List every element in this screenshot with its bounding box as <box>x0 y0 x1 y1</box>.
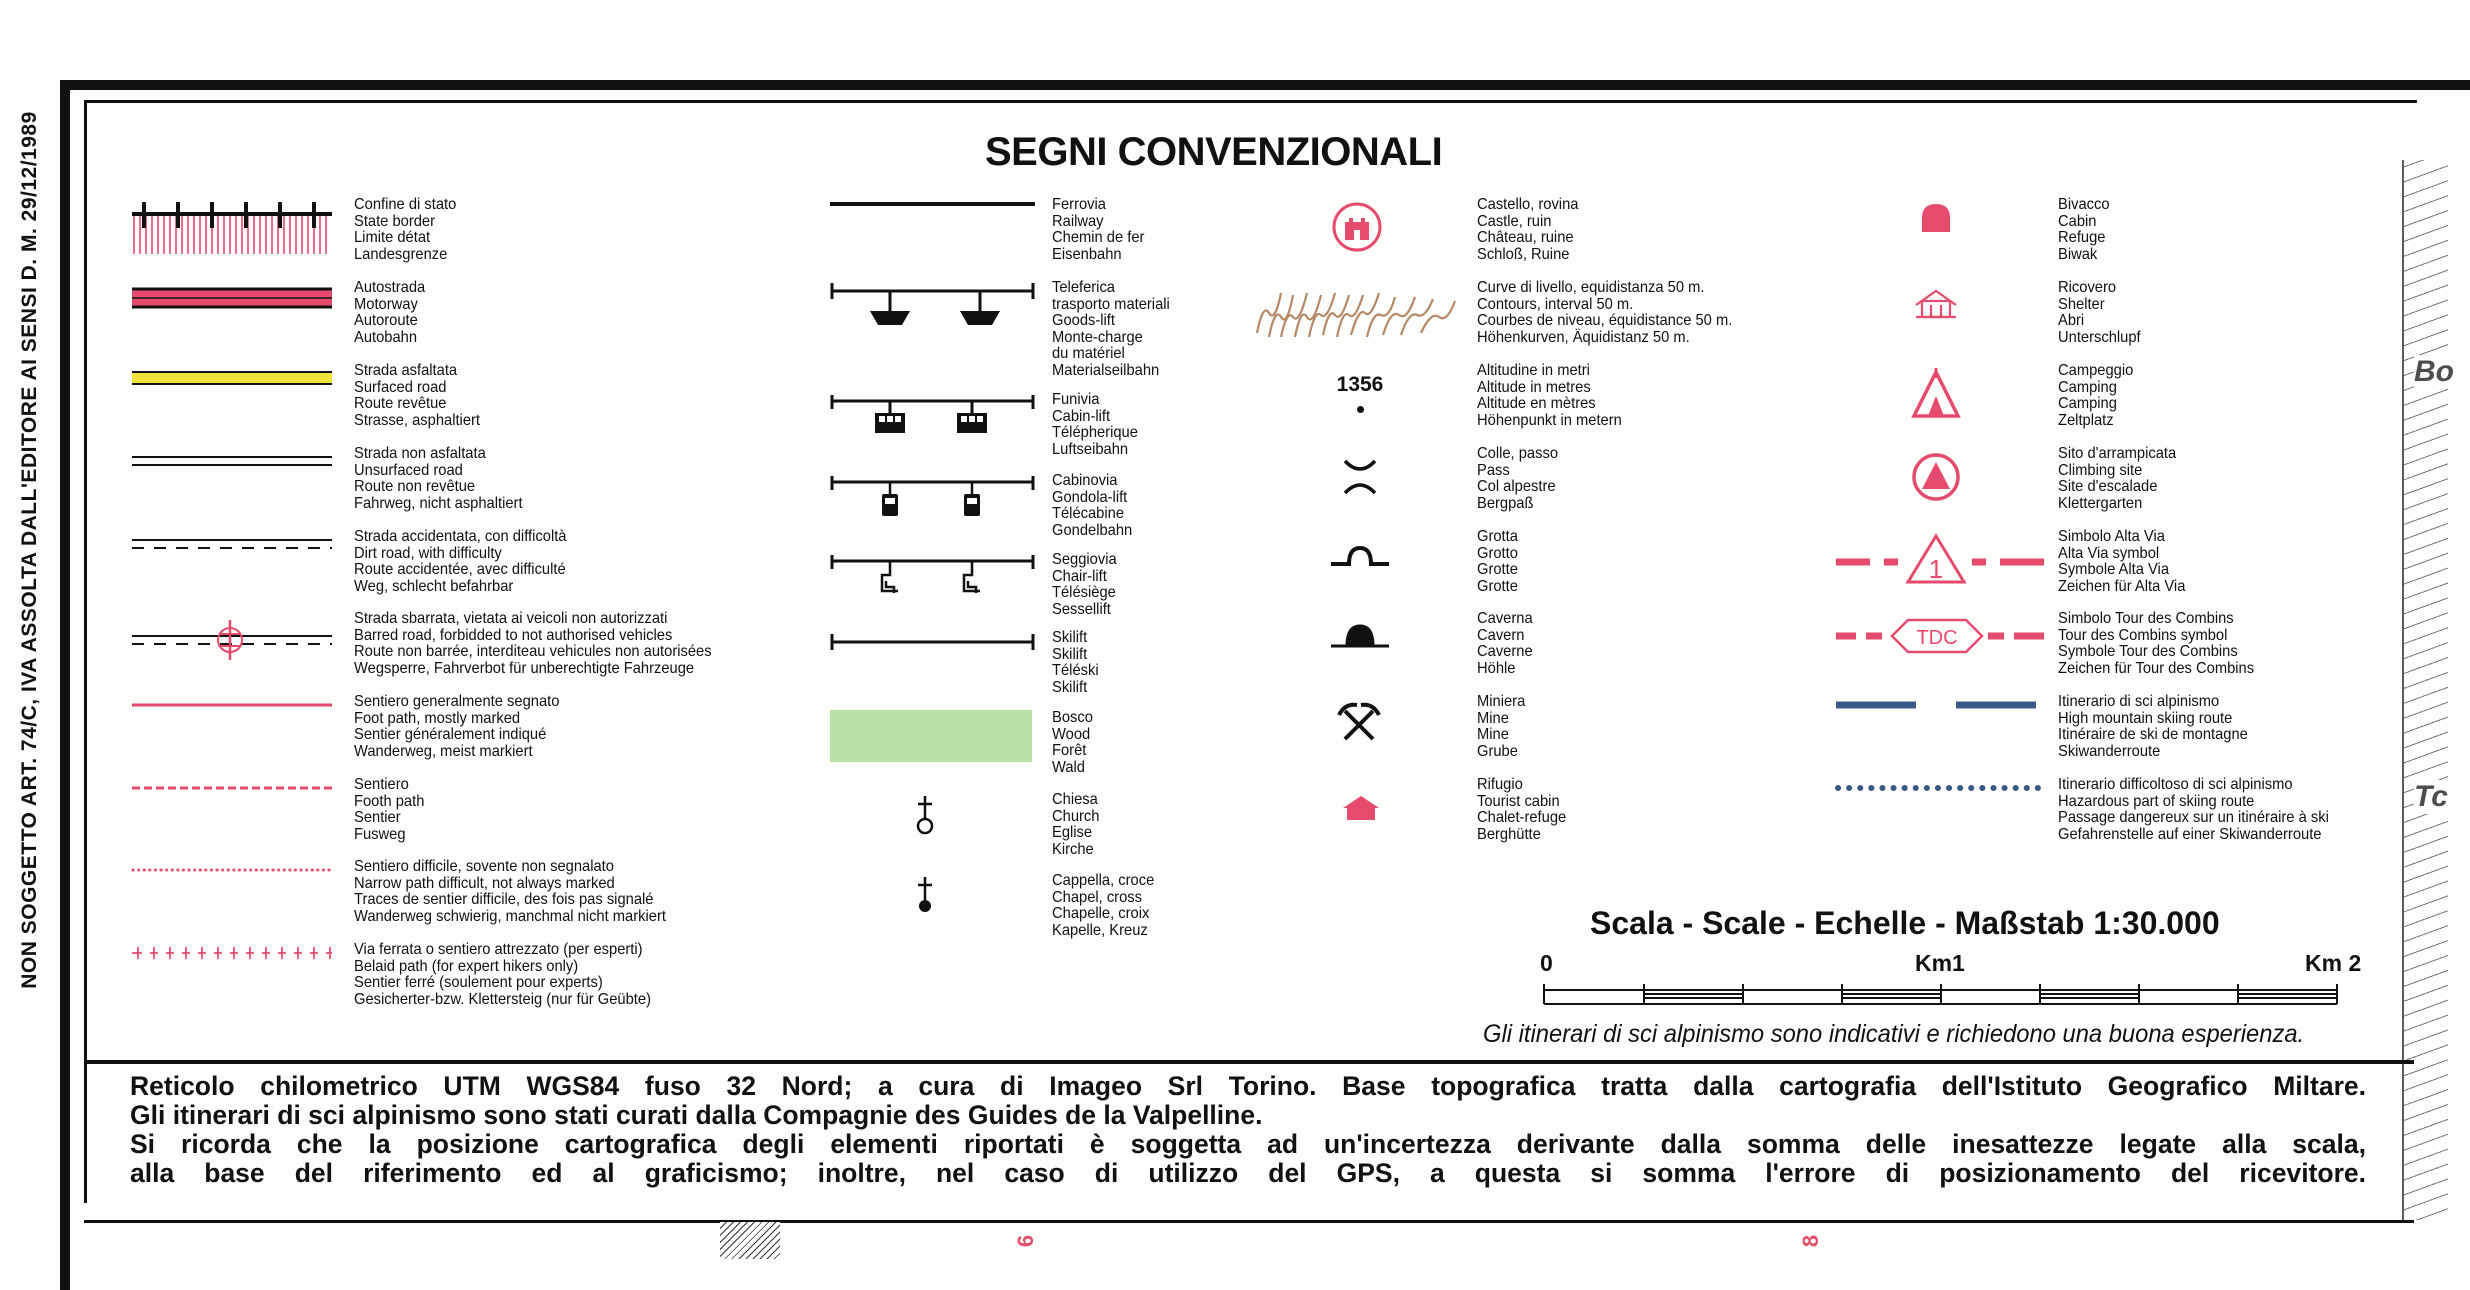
legend-text: Cabinovia Gondola-lift Télécabine Gondelbahn <box>1052 472 1133 539</box>
copyright-side-note: NON SOGGETTO ART. 74/C, IVA ASSOLTA DALL'EDITORE AI SENSI D. M. 29/12/1989 <box>18 111 41 989</box>
goods-lift-icon <box>830 283 1035 343</box>
tdc-label: TDC <box>1916 627 1958 649</box>
foot-path-marked-icon <box>132 697 332 717</box>
shelter-icon <box>1836 287 2046 323</box>
legend-text: Itinerario difficoltoso di sci alpinismo Hazardous part of skiing route Passage dangereux sur un itinéraire à ski Gefahrenstelle auf einer Skiwanderroute <box>2058 776 2329 843</box>
alta-via-symbol-icon <box>1836 532 2046 588</box>
legend-text: Castello, rovina Castle, ruin Château, ruine Schloß, Ruine <box>1477 196 1579 263</box>
legend-text: Caverna Cavern Caverne Höhle <box>1477 610 1533 677</box>
scale-title: Scala - Scale - Echelle - Maßstab 1:30.000 <box>1590 905 2220 941</box>
castle-icon <box>1330 200 1384 254</box>
scale-label-km1: Km1 <box>1915 950 1965 976</box>
legend-text: Simbolo Tour des Combins Tour des Combins symbol Symbole Tour des Combins Zeichen für Tour des Combins <box>2058 610 2255 677</box>
legend-text: Strada non asfaltata Unsurfaced road Route non revêtue Fahrweg, nicht asphaltiert <box>354 445 523 512</box>
legend-text: Skilift Skilift Téléski Skilift <box>1052 629 1099 696</box>
legend-text: Sentiero difficile, sovente non segnalato Narrow path difficult, not always marked Traces de sentier difficile, des fois pas signalé Wanderweg schwierig, manchmal nicht markiert <box>354 858 666 925</box>
map-bottom-fragment <box>720 1222 2420 1259</box>
skilift-icon <box>830 633 1035 651</box>
motorway-icon <box>132 283 332 313</box>
map-grid-number: 8 <box>1798 1234 1824 1248</box>
scale-label-km2: Km 2 <box>2305 950 2362 976</box>
map-label-fragment: Bo <box>2414 355 2454 388</box>
spot-height-dot-icon <box>1357 406 1364 413</box>
legend-text: Simbolo Alta Via Alta Via symbol Symbole Alta Via Zeichen für Alta Via <box>2058 528 2186 595</box>
climbing-site-icon <box>1836 449 2046 505</box>
tdc-symbol-icon <box>1836 614 2046 658</box>
scale-bar <box>1543 980 2363 1008</box>
legend-text: Sentiero Footh path Sentier Fusweg <box>354 776 425 843</box>
footer-line: alla base del riferimento ed al graficismo; inoltre, nel caso di utilizzo del GPS, a questa si somma l'errore di posizionamento del ricevitore. <box>130 1158 2366 1188</box>
legend-text: Rifugio Tourist cabin Chalet-refuge Berghütte <box>1477 776 1567 843</box>
hazardous-ski-route-icon <box>1836 780 2046 800</box>
ski-route-note: Gli itinerari di sci alpinismo sono indicativi e richiedono una buona esperienza. <box>1483 1020 2305 1048</box>
legend-text: Campeggio Camping Camping Zeltplatz <box>2058 362 2134 429</box>
footer-line: Reticolo chilometrico UTM WGS84 fuso 32 Nord; a cura di Imageo Srl Torino. Base topografica tratta dalla cartografia dell'Istituto Geografico Miltare. <box>130 1071 2366 1101</box>
footer-line: Gli itinerari di sci alpinismo sono stati curati dalla Compagnie des Guides de la Valpelline. <box>130 1100 1263 1130</box>
legend-text: Via ferrata o sentiero attrezzato (per esperti) Belaid path (for expert hikers only) Sentier ferré (soulement pour experts) Gesicherter-bzw. Klettersteig (nur für Geübte) <box>354 941 651 1008</box>
surfaced-road-icon <box>132 366 332 390</box>
legend-text: Strada accidentata, con difficoltà Dirt road, with difficulty Route accidentée, avec difficulté Weg, schlecht befahrbar <box>354 528 567 595</box>
legend-text: Ricovero Shelter Abri Unterschlupf <box>2058 279 2141 346</box>
legend-text: Cappella, croce Chapel, cross Chapelle, croix Kapelle, Kreuz <box>1052 872 1155 939</box>
legend-text: Curve di livello, equidistanza 50 m. Contours, interval 50 m. Courbes de niveau, équidistance 50 m. Höhenkurven, Äquidistanz 50 m. <box>1477 279 1733 346</box>
contour-lines-icon <box>1255 283 1460 343</box>
legend-text: Strada sbarrata, vietata ai veicoli non autorizzati Barred road, forbidded to not authorised vehicles Route non barrée, interditeau vehicules non autorisées Wegsperre, Fahrverbot für unberechtigte Fahrzeuge <box>354 610 712 677</box>
railway-icon <box>830 200 1035 214</box>
legend-text: Sentiero generalmente segnato Foot path, mostly marked Sentier généralement indiqué Wanderweg, meist markiert <box>354 693 560 760</box>
gondola-lift-icon <box>830 476 1035 526</box>
foot-path-icon <box>132 780 332 800</box>
cavern-icon <box>1329 622 1391 652</box>
alta-via-number: 1 <box>1928 554 1944 584</box>
legend-text: Sito d'arrampicata Climbing site Site d'escalade Klettergarten <box>2058 445 2177 512</box>
footer-divider <box>84 1060 2414 1064</box>
chair-lift-icon <box>830 555 1035 605</box>
spot-height-label: 1356 <box>1336 373 1384 396</box>
mine-pickaxes-icon <box>1337 701 1381 743</box>
cabin-lift-icon <box>830 395 1035 445</box>
camping-tent-icon <box>1836 366 2046 422</box>
legend-text: Bosco Wood Forêt Wald <box>1052 709 1093 776</box>
ski-route-icon <box>1836 697 2046 717</box>
legend-text: Itinerario di sci alpinismo High mountain skiing route Itinéraire de ski de montagne Skiwanderroute <box>2058 693 2248 760</box>
legend-text: Ferrovia Railway Chemin de fer Eisenbahn <box>1052 196 1145 263</box>
barred-road-icon <box>132 614 332 664</box>
state-border-icon <box>132 200 332 256</box>
legend-text: Seggiovia Chair-lift Télésiège Sessellift <box>1052 551 1117 618</box>
legend-text: Autostrada Motorway Autoroute Autobahn <box>354 279 426 346</box>
tourist-cabin-icon <box>1341 794 1381 822</box>
legend-text: Teleferica trasporto materiali Goods-lift Monte-charge du matériel Materialseilbahn <box>1052 279 1170 379</box>
pass-icon <box>1335 455 1385 499</box>
legend-text: Funivia Cabin-lift Télépherique Luftseibahn <box>1052 391 1138 458</box>
wood-area-icon <box>830 710 1032 762</box>
footer-line: Si ricorda che la posizione cartografica degli elementi riportati è soggetta ad un'incertezza derivante dalla somma delle inesattezze legate alla scala, <box>130 1129 2366 1159</box>
footer-notes <box>130 1072 2366 1188</box>
via-ferrata-icon <box>132 945 332 965</box>
legend-text: Grotta Grotto Grotte Grotte <box>1477 528 1518 595</box>
legend-text: Miniera Mine Mine Grube <box>1477 693 1526 760</box>
chapel-cross-icon <box>910 875 940 915</box>
narrow-path-icon <box>132 862 332 882</box>
legend-text: Colle, passo Pass Col alpestre Bergpaß <box>1477 445 1559 512</box>
legend-text: Bivacco Cabin Refuge Biwak <box>2058 196 2110 263</box>
church-icon <box>910 794 940 838</box>
bivouac-icon <box>1836 202 2046 236</box>
legend-text: Chiesa Church Eglise Kirche <box>1052 791 1100 858</box>
scale-label-0: 0 <box>1540 950 1553 976</box>
legend-text: Strada asfaltata Surfaced road Route revêtue Strasse, asphaltiert <box>354 362 480 429</box>
dirt-road-icon <box>132 532 332 556</box>
unsurfaced-road-icon <box>132 449 332 473</box>
map-label-fragment: Tc <box>2414 780 2448 813</box>
legend-text: Confine di stato State border Limite détat Landesgrenze <box>354 196 457 263</box>
map-grid-number: 6 <box>1013 1234 1039 1248</box>
legend-title: SEGNI CONVENZIONALI <box>985 130 1443 174</box>
grotto-icon <box>1329 542 1391 572</box>
legend-text: Altitudine in metri Altitude in metres Altitude en mètres Höhenpunkt in metern <box>1477 362 1622 429</box>
